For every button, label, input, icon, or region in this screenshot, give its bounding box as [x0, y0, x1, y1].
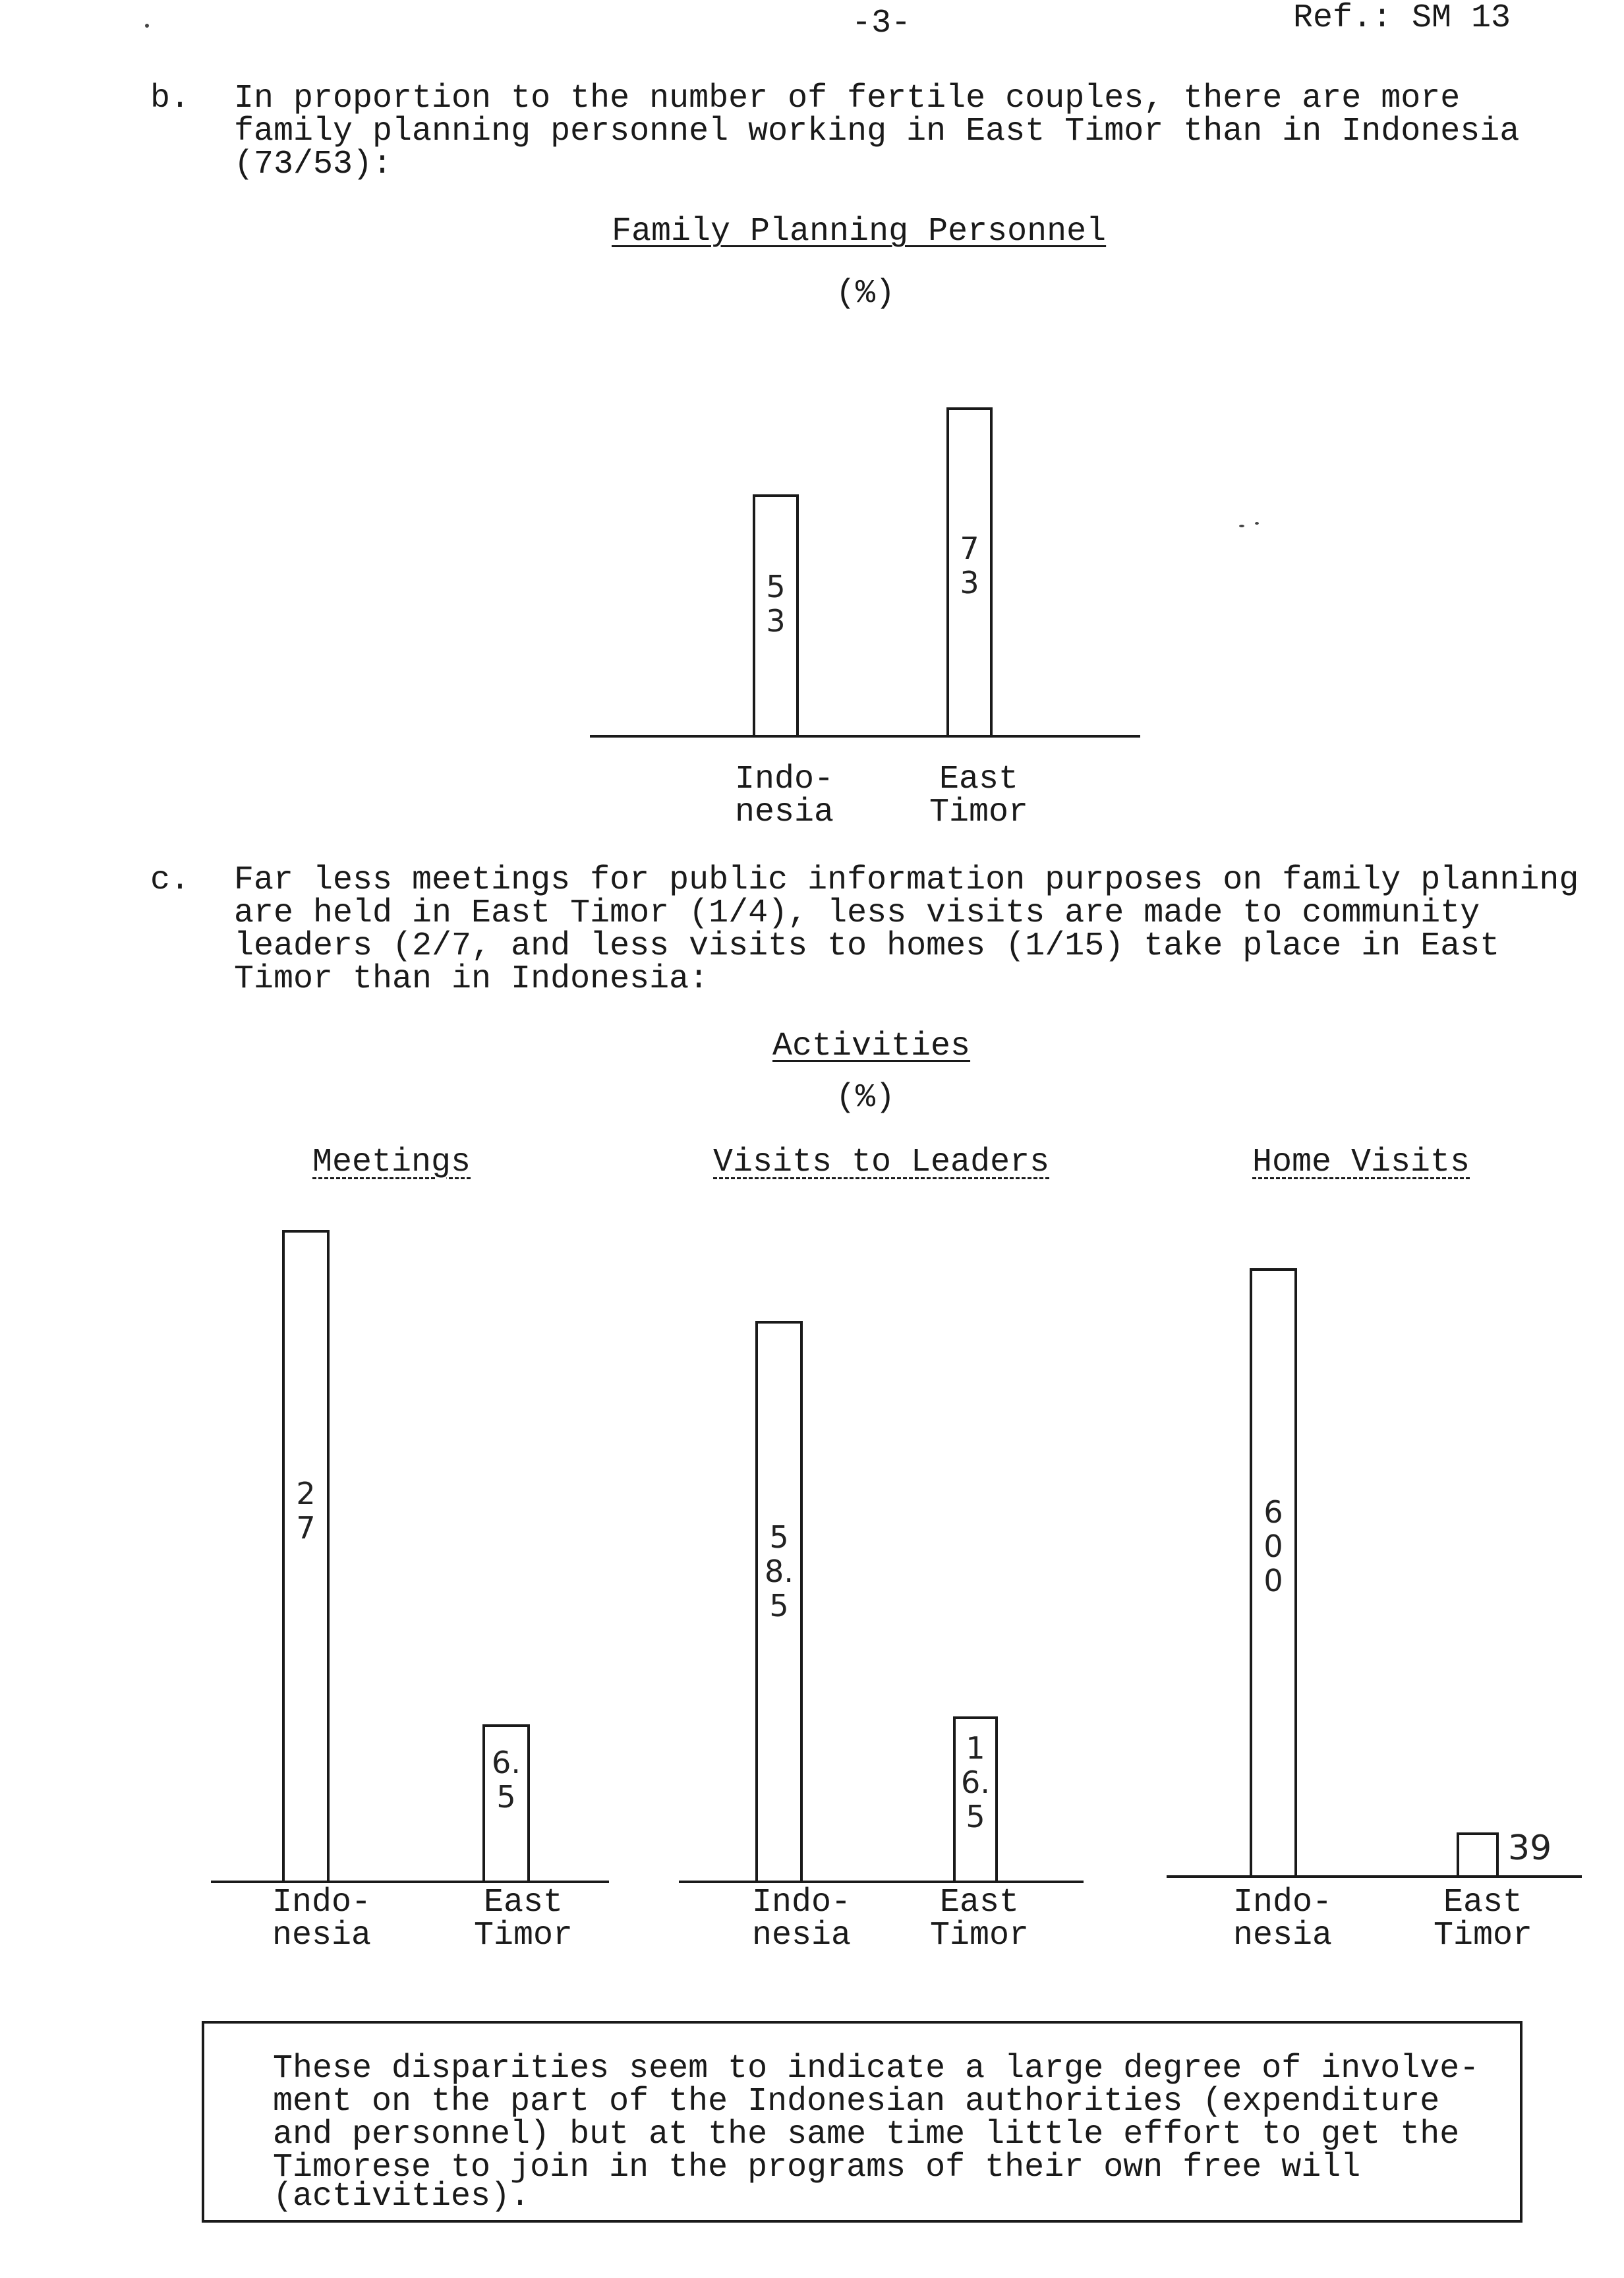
bar-value-label: 1 6. 5 [961, 1730, 990, 1834]
bar-value-label-home-east-timor: 39 [1508, 1828, 1552, 1868]
chart-title-meetings: Meetings [312, 1144, 471, 1181]
x-axis-home-visits [1167, 1875, 1582, 1878]
section-b-line: (73/53): [234, 146, 393, 183]
section-b-line: family planning personnel working in East Timor than in Indonesia [234, 113, 1520, 150]
bar-leaders-east-timor [953, 1716, 998, 1883]
x-label-east-timor: East Timor [1433, 1884, 1533, 1954]
chart-unit-personnel: (%) [836, 275, 896, 312]
chart-title-home-visits: Home Visits [1252, 1144, 1470, 1181]
scan-speck [1239, 525, 1244, 527]
bar-value-label: 7 3 [960, 531, 979, 600]
conclusion-line: Timorese to join in the programs of their own free will [273, 2149, 1361, 2186]
x-label-indonesia: Indo- nesia [1232, 1884, 1333, 1954]
bar-meetings-east-timor [482, 1724, 530, 1883]
scan-speck [145, 24, 149, 28]
conclusion-line: and personnel) but at the same time little effort to get the [273, 2116, 1460, 2153]
x-label-indonesia: Indo- nesia [751, 1884, 852, 1954]
section-b-line: In proportion to the number of fertile couples, there are more [234, 80, 1461, 117]
chart-title-visits-leaders: Visits to Leaders [713, 1144, 1050, 1181]
bar-leaders-indonesia [755, 1321, 803, 1883]
conclusion-line: (activities). [273, 2178, 531, 2215]
bar-value-label: 6. 5 [492, 1745, 521, 1815]
bar-value-label: 6 0 0 [1263, 1494, 1283, 1598]
page-number: -3- [852, 5, 912, 42]
x-label-east-timor: East Timor [929, 1884, 1030, 1954]
reference-label: Ref.: SM 13 [1293, 0, 1511, 37]
section-c-line: leaders (2/7, and less visits to homes (1/15) take place in East [234, 927, 1500, 965]
section-c-line: Timor than in Indonesia: [234, 960, 709, 998]
section-c-line: Far less meetings for public information purposes on family planning [234, 862, 1579, 899]
chart-title-personnel: Family Planning Personnel [612, 213, 1107, 250]
bar-value-label: 2 7 [296, 1476, 316, 1546]
conclusion-line: ment on the part of the Indonesian authorities (expenditure [273, 2083, 1440, 2120]
bar-personnel-indonesia [753, 494, 799, 737]
x-label-indonesia: Indo- nesia [734, 761, 834, 831]
section-c-marker: c. [150, 862, 190, 899]
x-axis-personnel [590, 735, 1140, 738]
bar-value-label: 5 3 [766, 569, 786, 639]
bar-value-label: 5 8. 5 [765, 1519, 794, 1623]
activities-title: Activities [772, 1028, 971, 1065]
x-label-east-timor: East Timor [929, 761, 1029, 831]
section-c-line: are held in East Timor (1/4), less visits are made to community [234, 894, 1480, 932]
conclusion-line: These disparities seem to indicate a large degree of involve- [273, 2050, 1480, 2088]
x-label-indonesia: Indo- nesia [272, 1884, 372, 1954]
conclusion-box [202, 2021, 1522, 2223]
bar-home-indonesia [1250, 1268, 1297, 1877]
bar-personnel-east-timor [946, 407, 993, 737]
bar-meetings-indonesia [282, 1230, 330, 1883]
bar-home-east-timor [1457, 1832, 1499, 1877]
x-axis-leaders [679, 1881, 1084, 1883]
x-label-east-timor: East Timor [473, 1884, 573, 1954]
scan-speck [1255, 522, 1259, 525]
x-axis-meetings [211, 1881, 609, 1883]
section-b-marker: b. [150, 80, 190, 117]
activities-unit: (%) [836, 1079, 896, 1117]
